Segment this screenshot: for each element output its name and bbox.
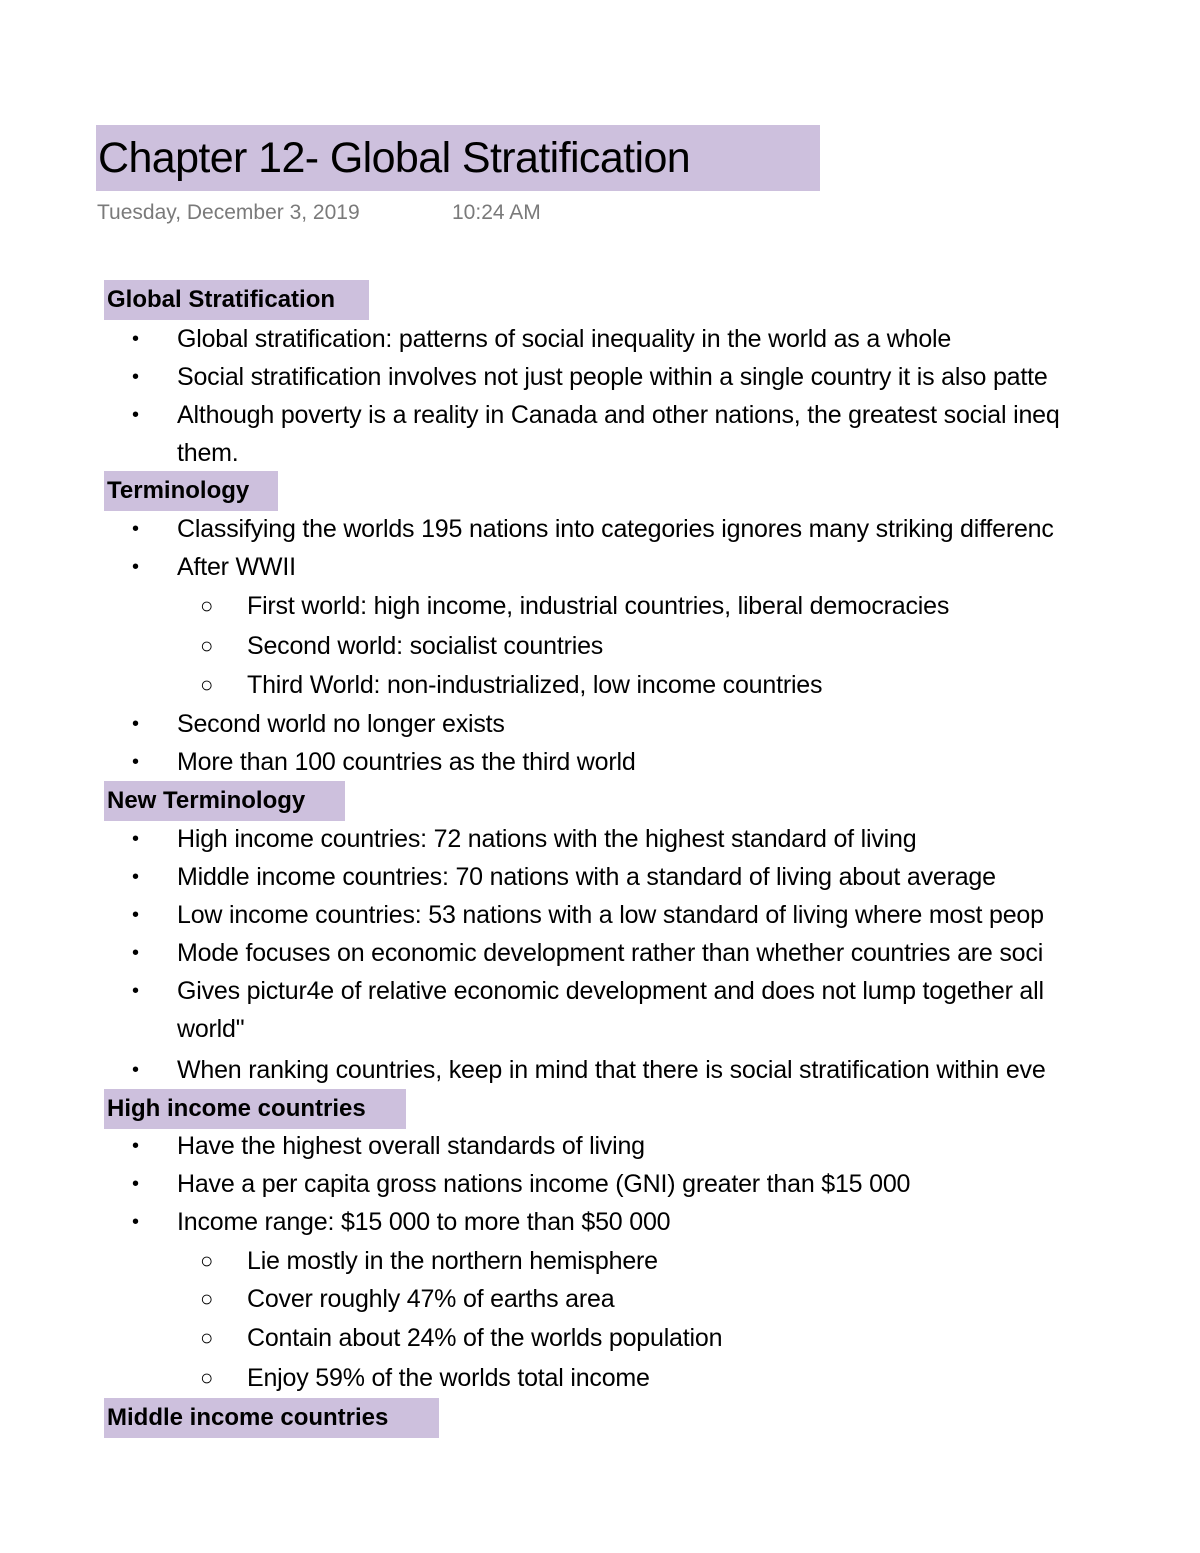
list-item: When ranking countries, keep in mind that there is social stratification within eve <box>177 1056 1046 1084</box>
bullet-marker: • <box>132 1059 140 1081</box>
page-time: 10:24 AM <box>452 201 541 224</box>
sub-bullet-marker: ○ <box>200 1286 214 1311</box>
bullet-marker: • <box>132 904 140 926</box>
list-item: High income countries: 72 nations with the highest standard of living <box>177 825 917 853</box>
list-item: Gives pictur4e of relative economic development and does not lump together all <box>177 977 1044 1005</box>
section-heading-high-income-countries: High income countries <box>104 1089 406 1129</box>
sub-bullet-marker: ○ <box>200 593 214 618</box>
list-item: Mode focuses on economic development rather than whether countries are soci <box>177 939 1044 967</box>
bullet-marker: • <box>132 980 140 1002</box>
list-item-continuation: world" <box>177 1015 245 1043</box>
list-item: Low income countries: 53 nations with a low standard of living where most peop <box>177 901 1044 929</box>
sub-bullet-marker: ○ <box>200 1365 214 1390</box>
sub-list-item: First world: high income, industrial countries, liberal democracies <box>247 592 950 620</box>
bullet-marker: • <box>132 1173 140 1195</box>
list-item: Second world no longer exists <box>177 710 505 738</box>
list-item: Income range: $15 000 to more than $50 000 <box>177 1208 671 1236</box>
sub-list-item: Enjoy 59% of the worlds total income <box>247 1364 650 1392</box>
sub-bullet-marker: ○ <box>200 1325 214 1350</box>
bullet-marker: • <box>132 404 140 426</box>
list-item: Classifying the worlds 195 nations into categories ignores many striking differenc <box>177 515 1054 543</box>
bullet-marker: • <box>132 556 140 578</box>
list-item: Middle income countries: 70 nations with a standard of living about average <box>177 863 996 891</box>
section-heading-middle-income-countries: Middle income countries <box>104 1398 439 1438</box>
bullet-marker: • <box>132 866 140 888</box>
sub-list-item: Third World: non-industrialized, low income countries <box>247 671 823 699</box>
section-heading-new-terminology: New Terminology <box>104 781 345 821</box>
sub-list-item: Cover roughly 47% of earths area <box>247 1285 615 1313</box>
bullet-marker: • <box>132 328 140 350</box>
list-item: Although poverty is a reality in Canada and other nations, the greatest social ineq <box>177 401 1060 429</box>
page-date: Tuesday, December 3, 2019 <box>97 201 360 224</box>
sub-list-item: Contain about 24% of the worlds population <box>247 1324 723 1352</box>
list-item: Have a per capita gross nations income (GNI) greater than $15 000 <box>177 1170 911 1198</box>
bullet-marker: • <box>132 713 140 735</box>
list-item: After WWII <box>177 553 296 581</box>
list-item-continuation: them. <box>177 439 239 467</box>
list-item: Have the highest overall standards of living <box>177 1132 645 1160</box>
page-title: Chapter 12- Global Stratification <box>96 125 820 191</box>
sub-list-item: Lie mostly in the northern hemisphere <box>247 1247 658 1275</box>
bullet-marker: • <box>132 1135 140 1157</box>
list-item: Global stratification: patterns of social inequality in the world as a whole <box>177 325 952 353</box>
sub-bullet-marker: ○ <box>200 1248 214 1273</box>
bullet-marker: • <box>132 828 140 850</box>
bullet-marker: • <box>132 366 140 388</box>
section-heading-global-stratification: Global Stratification <box>104 280 369 320</box>
sub-bullet-marker: ○ <box>200 672 214 697</box>
section-heading-terminology: Terminology <box>104 471 278 511</box>
bullet-marker: • <box>132 518 140 540</box>
sub-bullet-marker: ○ <box>200 633 214 658</box>
list-item: Social stratification involves not just people within a single country it is also patte <box>177 363 1048 391</box>
bullet-marker: • <box>132 751 140 773</box>
list-item: More than 100 countries as the third world <box>177 748 636 776</box>
bullet-marker: • <box>132 942 140 964</box>
bullet-marker: • <box>132 1211 140 1233</box>
sub-list-item: Second world: socialist countries <box>247 632 604 660</box>
